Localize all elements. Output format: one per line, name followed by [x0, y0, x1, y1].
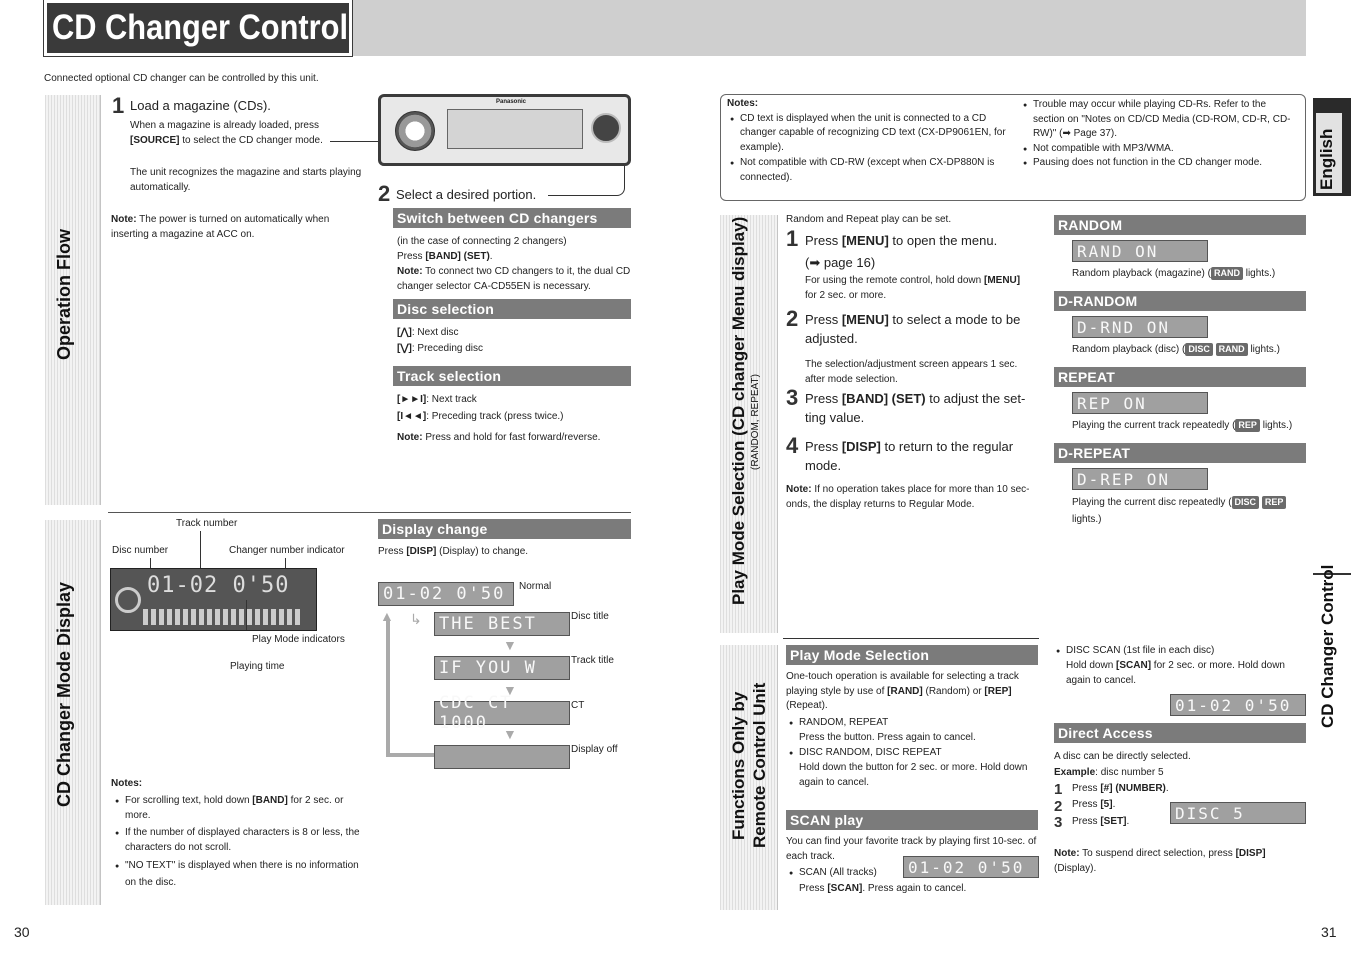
display-lcd — [110, 568, 317, 631]
step-number: 1 — [1054, 781, 1063, 798]
pm-step2-sub: The selection/adjustment screen appears 1 sec. after mode selection. — [805, 359, 1018, 385]
lcd-display-off — [434, 745, 570, 769]
page-number-left: 30 — [14, 924, 30, 940]
pm-selection-header: Play Mode Selection — [786, 645, 1038, 665]
track-selection-header: Track selection — [393, 366, 631, 386]
pointer-line — [200, 531, 201, 571]
lcd-text: 01-02 0'50 — [147, 573, 290, 598]
lcd-random: RAND ON — [1072, 240, 1208, 262]
lcd-disc-title: THE BEST — [434, 612, 570, 636]
step-number: 2 — [786, 306, 799, 331]
pm-step1: Press [MENU] to open the menu. (➡ page 16) — [805, 233, 998, 270]
label-track-title: Track title — [571, 655, 614, 666]
lcd-track-title: IF YOU W — [434, 656, 570, 680]
pm-step4: Press [DISP] to return to the regular mode. — [805, 439, 1014, 473]
label-display-off: Display off — [571, 744, 618, 755]
pm-note: Note: If no operation takes place for more than 10 sec-onds, the display returns to Regular Mode. — [786, 484, 1030, 510]
volume-knob — [395, 111, 435, 151]
step1-text-2: The unit recognizes the magazine and starts playing automatically. — [130, 167, 362, 193]
drepeat-desc: Playing the current disc repeatedly ( DISC REP lights.) — [1072, 494, 1302, 528]
head-unit-image — [378, 94, 631, 166]
arrow-up-icon: ▲ — [380, 608, 394, 624]
label-changer-indicator: Changer number indicator — [229, 545, 345, 556]
pm-step1-sub: For using the remote control, hold down [MENU] for 2 sec. or more. — [805, 275, 1021, 301]
direct-example: Example: disc number 5 — [1054, 767, 1164, 778]
step1-title: Load a magazine (CDs). — [130, 98, 271, 113]
label-playing-time: Playing time — [230, 661, 285, 672]
display-panel — [447, 109, 583, 149]
notes-right-col2: ● Trouble may occur while playing CD-Rs. Refer to the section on "Notes on CD/CD Media (CD-ROM, CD-R, CD-RW)" (➡ Page 37). ● Not compatible with MP3/WMA. ● Pausing does not function in the CD changer mode. — [1020, 98, 1300, 171]
disc-badge: DISC — [1232, 496, 1260, 509]
lcd-drandom: D-RND ON — [1072, 316, 1208, 338]
pm-step3: Press [BAND] (SET) to adjust the set-ting value. — [805, 391, 1026, 425]
side-label-operation-flow: Operation Flow — [54, 228, 74, 360]
disc-selection-header: Disc selection — [393, 299, 631, 319]
display-change-header: Display change — [378, 519, 631, 539]
step-number: 2 — [378, 181, 391, 206]
direct-note: Note: To suspend direct selection, press [DISP] (Display). — [1054, 848, 1266, 874]
step-number: 1 — [786, 226, 799, 251]
drandom-header: D-RANDOM — [1054, 291, 1306, 311]
lcd-ct: CDC CT 1000 — [434, 701, 570, 725]
side-label-functions-1: Functions Only by — [729, 691, 748, 840]
repeat-header: REPEAT — [1054, 367, 1306, 387]
label-ct: CT — [571, 700, 585, 711]
lcd-disc-scan: 01-02 0'50 — [1170, 694, 1306, 716]
lcd-direct: DISC 5 — [1170, 802, 1306, 824]
callout-line-3 — [548, 195, 598, 196]
divider — [108, 512, 631, 513]
divider — [783, 638, 1039, 639]
drepeat-header: D-REPEAT — [1054, 443, 1306, 463]
scan-b2: ● DISC SCAN (1st file in each disc) Hold down [SCAN] for 2 sec. or more. Hold down again to cancel. — [1066, 643, 1306, 688]
disc-badge: DISC — [1185, 343, 1213, 356]
pointer-line — [246, 600, 247, 630]
rand-badge: RAND — [1216, 343, 1248, 356]
arrow-down-icon: ▼ — [503, 682, 517, 698]
note-power: Note: The power is turned on automatically when inserting a magazine at ACC on. — [111, 214, 330, 240]
lcd-repeat: REP ON — [1072, 392, 1208, 414]
step-number: 3 — [1054, 814, 1063, 831]
label-disc-title: Disc title — [571, 611, 609, 622]
notes-left: Notes: ● For scrolling text, hold down [BAND] for 2 sec. or more. ● If the number of displayed characters is 8 or less, the characters do not scroll. ● "NO TEXT" is displayed when there is no information on the disc. — [111, 776, 363, 891]
side-label-changer-display: CD Changer Mode Display — [54, 581, 74, 807]
scan-header: SCAN play — [786, 810, 1038, 830]
step-number: 4 — [786, 433, 799, 458]
callout-line-2 — [595, 166, 625, 196]
loop-arrow — [386, 620, 434, 757]
lcd-drepeat: D-REP ON — [1072, 468, 1208, 490]
scan-intro: You can find your favorite track by playing first 10-sec. of each track. — [786, 836, 1037, 862]
notes-right-col1: Notes: ● CD text is displayed when the unit is connected to a CD changer capable of recognizing CD text (CX-DP9061EN, for example). ● Not compatible with CD-RW (except when CX-DP880N is connected). — [727, 97, 1007, 185]
step1-text: When a magazine is already loaded, press [SOURCE] to select the CD changer mode. — [130, 120, 323, 146]
drandom-desc: Random playback (disc) ( DISC RAND lights.) — [1072, 344, 1280, 355]
page-number-right: 31 — [1321, 924, 1337, 940]
side-label-play-mode: Play Mode Selection (CD changer Menu display) — [729, 216, 748, 605]
level-meter — [143, 609, 303, 625]
rand-badge: RAND — [1211, 267, 1243, 280]
side-label-play-mode-sub: (RANDOM, REPEAT) — [750, 374, 761, 470]
play-mode-intro: Random and Repeat play can be set. — [786, 214, 952, 225]
disc-selection-text: [⋀]: Next disc [⋁]: Preceding disc — [397, 327, 484, 354]
lcd-scan: 01-02 0'50 — [903, 856, 1039, 878]
display-change-text: Press [DISP] (Display) to change. — [378, 546, 529, 557]
direct-s1: Press [#] (NUMBER). — [1072, 783, 1169, 794]
right-section-label: CD Changer Control — [1318, 564, 1337, 728]
random-desc: Random playback (magazine) ( RAND lights.) — [1072, 268, 1276, 279]
direct-header: Direct Access — [1054, 723, 1306, 743]
rep-badge: REP — [1235, 419, 1260, 432]
brand-label: Panasonic — [496, 99, 527, 105]
tab-english-label: English — [1317, 128, 1336, 190]
pm-selection-intro: One-touch operation is available for selecting a track playing style by use of [RAND] (Random) or [REP] (Repeat). — [786, 671, 1019, 711]
side-label-functions-2: Remote Control Unit — [750, 682, 769, 848]
callout-line — [330, 141, 380, 142]
step-number: 2 — [1054, 798, 1063, 815]
lcd-normal: 01-02 0'50 — [378, 582, 514, 606]
direct-s3: Press [SET]. — [1072, 816, 1130, 827]
page-title-text: CD Changer Control — [52, 8, 349, 47]
label-disc-number: Disc number — [112, 545, 169, 556]
disc-icon — [115, 587, 141, 613]
switch-header: Switch between CD changers — [393, 208, 631, 228]
control-dial — [591, 113, 621, 143]
random-header: RANDOM — [1054, 215, 1306, 235]
step-number: 3 — [786, 385, 799, 410]
label-play-mode-indicators: Play Mode indicators — [252, 634, 345, 645]
arrow-curve-icon: ↳ — [410, 611, 422, 627]
repeat-desc: Playing the current track repeatedly ( REP lights.) — [1072, 420, 1293, 431]
pm-step2: Press [MENU] to select a mode to be adjusted. — [805, 312, 1021, 346]
direct-l1: A disc can be directly selected. — [1054, 751, 1191, 762]
scan-b1: ● SCAN (All tracks) Press [SCAN]. Press again to cancel. — [799, 865, 966, 897]
arrow-down-icon: ▼ — [503, 637, 517, 653]
rep-badge: REP — [1262, 496, 1287, 509]
intro-text: Connected optional CD changer can be controlled by this unit. — [44, 73, 319, 84]
pm-selection-bullets: ● RANDOM, REPEAT Press the button. Press again to cancel. ● DISC RANDOM, DISC REPEAT Hold down the button for 2 sec. or more. Hold down again to cancel. — [799, 715, 1034, 790]
arrow-down-icon: ▼ — [503, 726, 517, 742]
step-number: 1 — [112, 93, 125, 118]
label-normal: Normal — [519, 581, 552, 592]
track-selection-text: [►►I]: Next track [I◄◄]: Preceding track (press twice.) Note: Press and hold for fast forward/reverse. — [397, 394, 601, 443]
switch-text: (in the case of connecting 2 changers) Press [BAND] (SET). Note: To connect two CD changers to it, the dual CD changer selector CA-CD55EN is necessary. — [397, 236, 631, 292]
direct-s2: Press [5]. — [1072, 799, 1116, 810]
label-track-number: Track number — [176, 518, 238, 529]
step2-title: Select a desired portion. — [396, 187, 537, 202]
